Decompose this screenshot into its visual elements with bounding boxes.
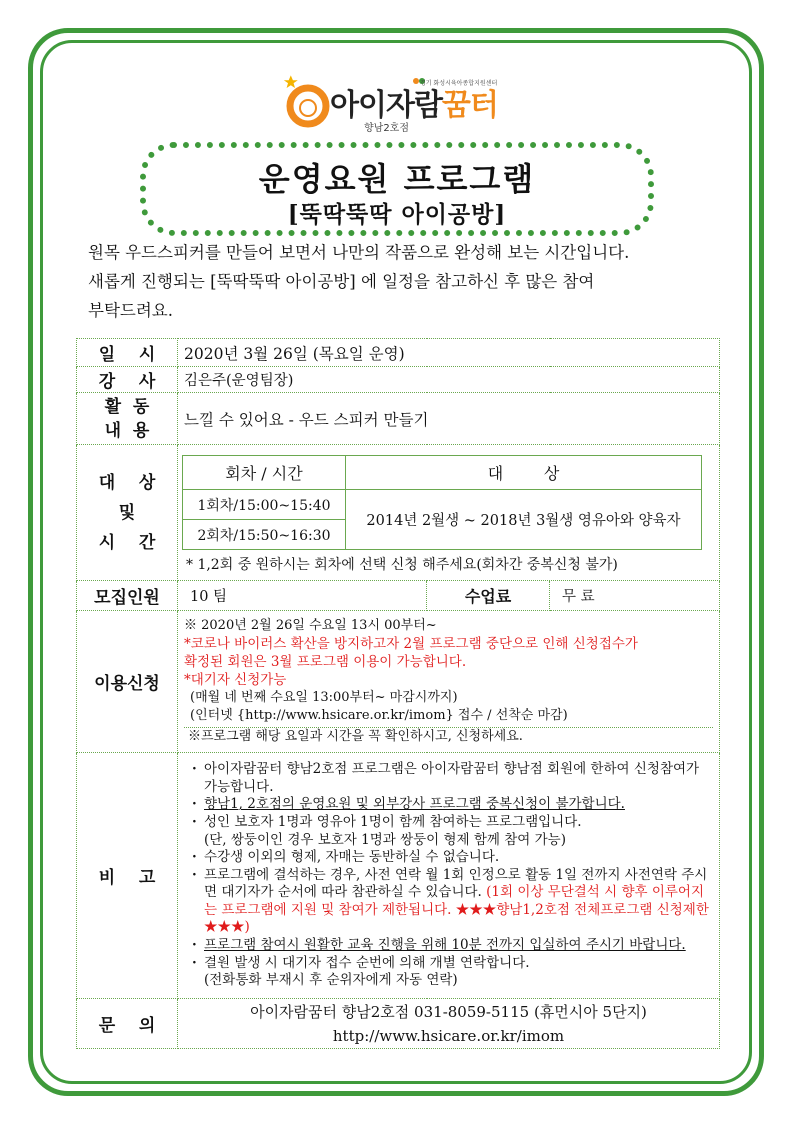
activity-label: 활 동 내 용 xyxy=(77,393,178,445)
contact-value: 아이자람꿈터 향남2호점 031-8059-5115 (휴먼시아 5단지) http://www.hsicare.or.kr/imom xyxy=(178,999,720,1049)
notes-label: 비 고 xyxy=(77,753,178,999)
date-label: 일 시 xyxy=(77,339,178,367)
note-item: · 성인 보호자 1명과 영유아 1명이 함께 참여하는 프로그램입니다. (단, 쌍둥이인 경우 보호자 1명과 쌍둥이 형제 함께 참여 가능) xyxy=(204,814,713,849)
center-name: 경기 화성시육아종합지원센터 xyxy=(420,80,498,87)
session-header-row xyxy=(183,456,702,490)
instructor-value: 김은주(운영팀장) xyxy=(178,367,720,393)
info-table xyxy=(76,338,720,1049)
contact-label: 문 의 xyxy=(77,999,178,1049)
target-col-header: 대 상 xyxy=(346,456,702,490)
target-value: 2014년 2월생 ~ 2018년 3월생 영유아와 양육자 xyxy=(346,490,702,550)
row-notes xyxy=(77,753,720,999)
fee-label: 수업료 xyxy=(427,581,550,611)
session-2: 2회차/15:50~16:30 xyxy=(183,520,346,550)
date-value: 2020년 3월 26일 (목요일 운영) xyxy=(178,339,720,367)
instructor-label: 강 사 xyxy=(77,367,178,393)
apply-value: ※ 2020년 2월 26일 수요일 13시 00부터~ *코로나 바이러스 확산을 방지하고자 2월 프로그램 중단으로 인해 신청접수가 확정된 회원은 3월 프로그램 이용이 가능합니다. *대기자 신청가능 (매월 네 번째 수요일 13:00부터~ 마감시까지) (인터넷 {http://www.hsicare.or.kr/imom} 접수 / 선착순 마감) ※프로그램 해당 요일과 시간을 꼭 확인하시고, 신청하세요. xyxy=(178,611,720,753)
page-subtitle: [뚝딱뚝딱 아이공방] xyxy=(287,201,507,228)
intro-text: 원목 우드스피커를 만들어 보면서 나만의 작품으로 완성해 보는 시간입니다. 새롭게 진행되는 [뚝딱뚝딱 아이공방] 에 일정을 참고하신 후 많은 참여 부탁드려요. xyxy=(88,243,630,320)
row-contact xyxy=(77,999,720,1049)
row-date xyxy=(77,339,720,367)
session-1: 1회차/15:00~15:40 xyxy=(183,490,346,520)
notes-list xyxy=(186,759,713,992)
recruit-value: 10 팀 xyxy=(178,581,427,611)
note-item: · 향남1, 2호점의 운영요원 및 외부강사 프로그램 중복신청이 불가합니다. xyxy=(204,796,713,814)
session-col-header: 회차 / 시간 xyxy=(183,456,346,490)
note-item: · 수강생 이외의 형제, 자매는 동반하실 수 없습니다. xyxy=(204,849,713,867)
notes-value xyxy=(178,753,720,999)
apply-label: 이용신청 xyxy=(77,611,178,753)
fee-value: 무 료 xyxy=(550,581,720,611)
row-target xyxy=(77,445,720,581)
note-item: · 프로그램에 결석하는 경우, 사전 연락 월 1회 인정으로 활동 1일 전까지 사전연락 주시면 대기자가 순서에 따라 참관하실 수 있습니다. (1회 이상 무단결석 시 향후 이루어지는 프로그램에 지원 및 참여가 제한됩니다. ★★★향남1,2호점 전체프로그램 신청제한★★★) xyxy=(204,867,713,937)
branch-name: 향남2호점 xyxy=(364,123,410,134)
recruit-label: 모집인원 xyxy=(77,581,178,611)
target-label: 대 상 및 시 간 xyxy=(77,445,178,581)
page-title: 운영요원 프로그램 xyxy=(258,160,536,198)
target-cell xyxy=(178,445,720,581)
brand-name: 아이자람꿈터 xyxy=(330,88,498,123)
row-recruit xyxy=(77,581,720,611)
row-activity xyxy=(77,393,720,445)
row-instructor xyxy=(77,367,720,393)
note-item: · 프로그램 참여시 원활한 교육 진행을 위해 10분 전까지 입실하여 주시기 바랍니다. xyxy=(204,937,713,955)
target-note: * 1,2회 중 원하시는 회차에 선택 신청 해주세요(회차간 중복신청 불가) xyxy=(186,557,618,573)
session-row-1 xyxy=(183,490,702,520)
note-item: · 아이자람꿈터 향남2호점 프로그램은 아이자람꿈터 향남점 회원에 한하여 신청참여가 가능합니다. xyxy=(204,761,713,796)
contact-url-link[interactable]: http://www.hsicare.or.kr/imom xyxy=(332,1026,565,1045)
row-apply xyxy=(77,611,720,753)
note-item: · 결원 발생 시 대기자 접수 순번에 의해 개별 연락합니다. (전화통화 부재시 후 순위자에게 자동 연락) xyxy=(204,955,713,990)
activity-value: 느낄 수 있어요 - 우드 스피커 만들기 xyxy=(178,393,720,445)
session-table xyxy=(182,455,702,550)
